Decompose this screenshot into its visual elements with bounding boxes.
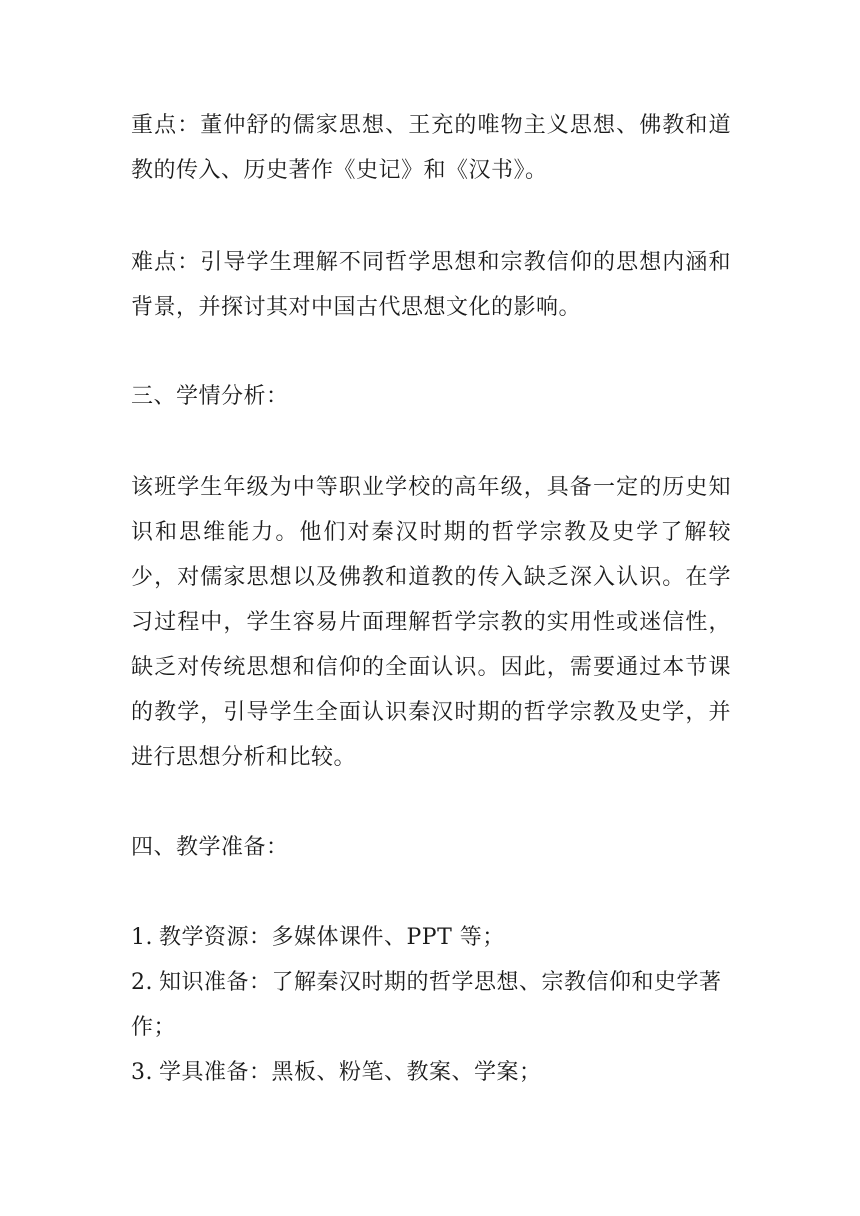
section-heading-student-analysis: 三、学情分析： bbox=[131, 384, 289, 409]
section-heading-teaching-preparation: 四、教学准备： bbox=[131, 835, 289, 860]
list-item bbox=[131, 960, 731, 1050]
list-item bbox=[131, 1050, 731, 1095]
list-item-text: 知识准备：了解秦汉时期的哲学思想、宗教信仰和史学著作； bbox=[131, 970, 722, 1040]
list-item-text: 学具准备：黑板、粉笔、教案、学案； bbox=[159, 1060, 542, 1085]
list-item-number: 2. bbox=[131, 970, 153, 995]
list-item-number: 3. bbox=[131, 1060, 153, 1085]
list-item bbox=[131, 915, 731, 960]
list-item-number: 1. bbox=[131, 925, 153, 950]
list-item-text: 教学资源：多媒体课件、PPT 等； bbox=[159, 925, 505, 950]
difficult-points-paragraph: 难点：引导学生理解不同哲学思想和宗教信仰的思想内涵和背景，并探讨其对中国古代思想文化的影响。 bbox=[131, 250, 731, 320]
student-analysis-paragraph: 该班学生年级为中等职业学校的高年级，具备一定的历史知识和思维能力。他们对秦汉时期的哲学宗教及史学了解较少，对儒家思想以及佛教和道教的传入缺乏深入认识。在学习过程中，学生容易片面理解哲学宗教的实用性或迷信性，缺乏对传统思想和信仰的全面认识。因此，需要通过本节课的教学，引导学生全面认识秦汉时期的哲学宗教及史学，并进行思想分析和比较。 bbox=[131, 475, 731, 770]
key-points-paragraph: 重点：董仲舒的儒家思想、王充的唯物主义思想、佛教和道教的传入、历史著作《史记》和《汉书》。 bbox=[131, 113, 731, 183]
